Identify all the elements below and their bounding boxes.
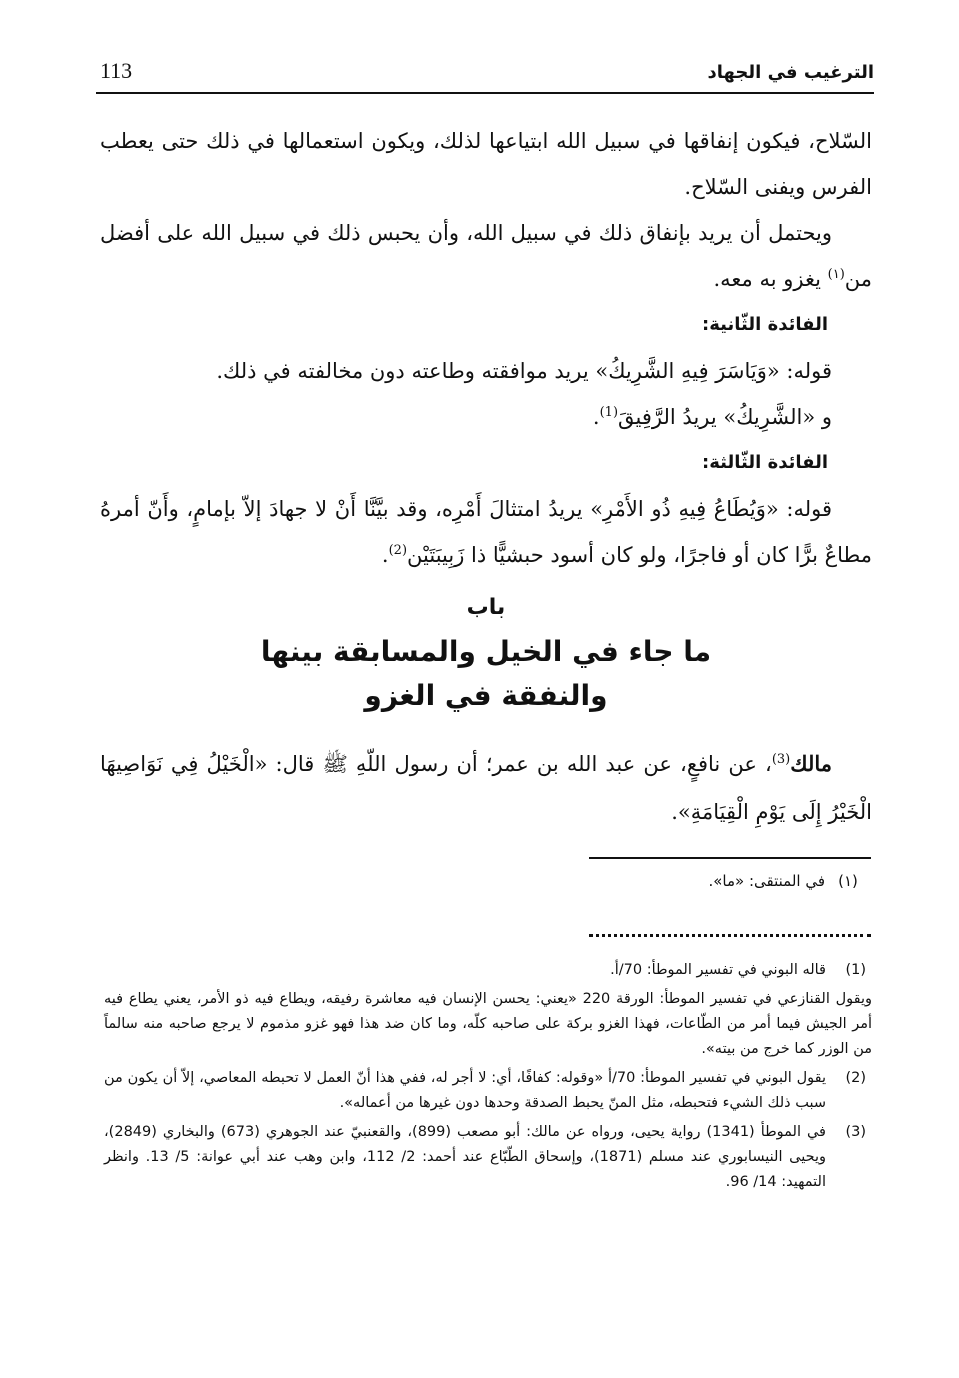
footnote-2 [104, 1066, 872, 1116]
footnotes [104, 958, 872, 1199]
footnote-3 [104, 1120, 872, 1195]
paragraph-4 [100, 394, 872, 440]
hadith-text [100, 740, 872, 836]
paragraph-1: السّلاح، فيكون إنفاقها في سبيل الله ابتياعها لذلك، ويكون استعمالها في ذلك حتى يعطب الفرس ويفنى السّلاح. [100, 129, 872, 199]
footnote-1-line-2: ويقول القنازعي في تفسير الموطأ: الورقة 220 «يعني: يحسن الإنسان فيه معاشرة رفيقه، ويطاع فيه ذو الأمر، يعني يطاع فيه أمر الجيش فيما أمر من الطّاعات، فهذا الغزو بركة على صاحبه كلّه، وما كان ضد هذا فهو غزو مذموم لا يرجع صاحبه منه سالماً من الوزر كما خرج من بيته». [104, 991, 872, 1057]
running-title: الترغيب في الجهاد [707, 62, 874, 83]
paragraph-4-text-a: و «الشَّرِيكُ» يريدُ الرَّفِيقَ [618, 405, 832, 429]
dotted-separator [589, 934, 871, 937]
footnote-separator [589, 857, 871, 859]
paragraph-5-text-b: . [381, 543, 389, 567]
footnote-1 [104, 958, 872, 983]
footnote-ref-1: (١) [827, 267, 845, 282]
page-number: 113 [100, 58, 133, 83]
chapter-heading [100, 586, 872, 718]
chapter-heading-line-2: والنفقة في الغزو [364, 679, 608, 712]
hadith-paragraph [100, 740, 872, 836]
footnote-2-line-1: يقول البوني في تفسير الموطأ: 70/أ «وقوله: كفافًا، أي: لا أجر له، ففي هذا أنّ العمل لا تحبطه المعاصي، إلاّ أن يكون من سبب ذلك الشيء فتحبطه، مثل المنّ يحبط الصدقة وحدها دون غيرها من أعماله». [104, 1070, 826, 1111]
footnote-ref-2: (2) [388, 543, 408, 558]
footnote-ref-1b: (1) [599, 405, 619, 420]
main-text [100, 118, 872, 578]
editor-footnote-number: (١) [838, 872, 858, 890]
editor-footnote [99, 872, 871, 890]
footnote-3-number: (3) [845, 1124, 866, 1140]
paragraph-3: قوله: «وَيَاسَرَ فِيهِ الشَّرِيكُ» يريد موافقته وطاعته دون مخالفته في ذلك. [216, 359, 832, 383]
footnote-3-line-1: في الموطأ (1341) رواية يحيى، ورواه عن مالك: أبو مصعب (899)، والقعنبيّ عند الجوهري (673) والبخاري (2849)، ويحيى النيسابوري عند مسلم (1871)، وإسحاق الطّبّاع عند أحمد: 2/ 112، وابن وهب عند أبي عوانة: 5/ 13. وانظر التمهيد: 14/ 96. [104, 1124, 827, 1190]
paragraph-5 [100, 486, 872, 578]
hadith-narrator: مالك [790, 751, 832, 776]
faida-3-heading: الفائدة الثّالثة: [702, 452, 828, 473]
page-header [96, 58, 874, 94]
editor-footnote-text: في المنتقى: «ما». [708, 872, 825, 890]
footnote-ref-3: (3) [771, 752, 791, 767]
footnote-1-line-1: قاله البوني في تفسير الموطأ: 70/أ. [610, 962, 826, 978]
footnote-2-number: (2) [845, 1070, 866, 1086]
paragraph-5-text-a: قوله: «وَيُطَاعُ فِيهِ ذُو الأَمْرِ» يريدُ امتثالَ أَمْرِه، وقد بيَّنَّا أَنْ لا جهادَ إلاّ بإمامٍ، وأَنّ أمرهُ مطاعٌ برًّا كان أو فاجرًا، ولو كان أسود حبشيًّا ذا زَبِيبَتَيْن [100, 497, 872, 567]
chapter-heading-bab: باب [466, 595, 506, 620]
paragraph-2-text-a: ويحتمل أن يريد بإنفاق ذلك في سبيل الله، وأن يحبس ذلك في سبيل الله على أفضل من [100, 221, 872, 291]
chapter-heading-line-1: ما جاء في الخيل والمسابقة بينها [260, 635, 712, 668]
hadith-body: ، عن نافعٍ، عن عبد الله بن عمر؛ أن رسول اللّهِ ﷺ قال: «الْخَيْلُ فِي نَوَاصِيهَا الْخَيْرُ إِلَى يَوْمِ الْقِيَامَةِ». [100, 752, 872, 824]
paragraph-4-text-b: . [592, 405, 600, 429]
paragraph-2-text-b: يغزو به معه. [713, 267, 828, 291]
paragraph-2 [100, 210, 872, 302]
faida-2-heading: الفائدة الثّانية: [702, 314, 828, 335]
footnote-1-number: (1) [845, 962, 866, 978]
